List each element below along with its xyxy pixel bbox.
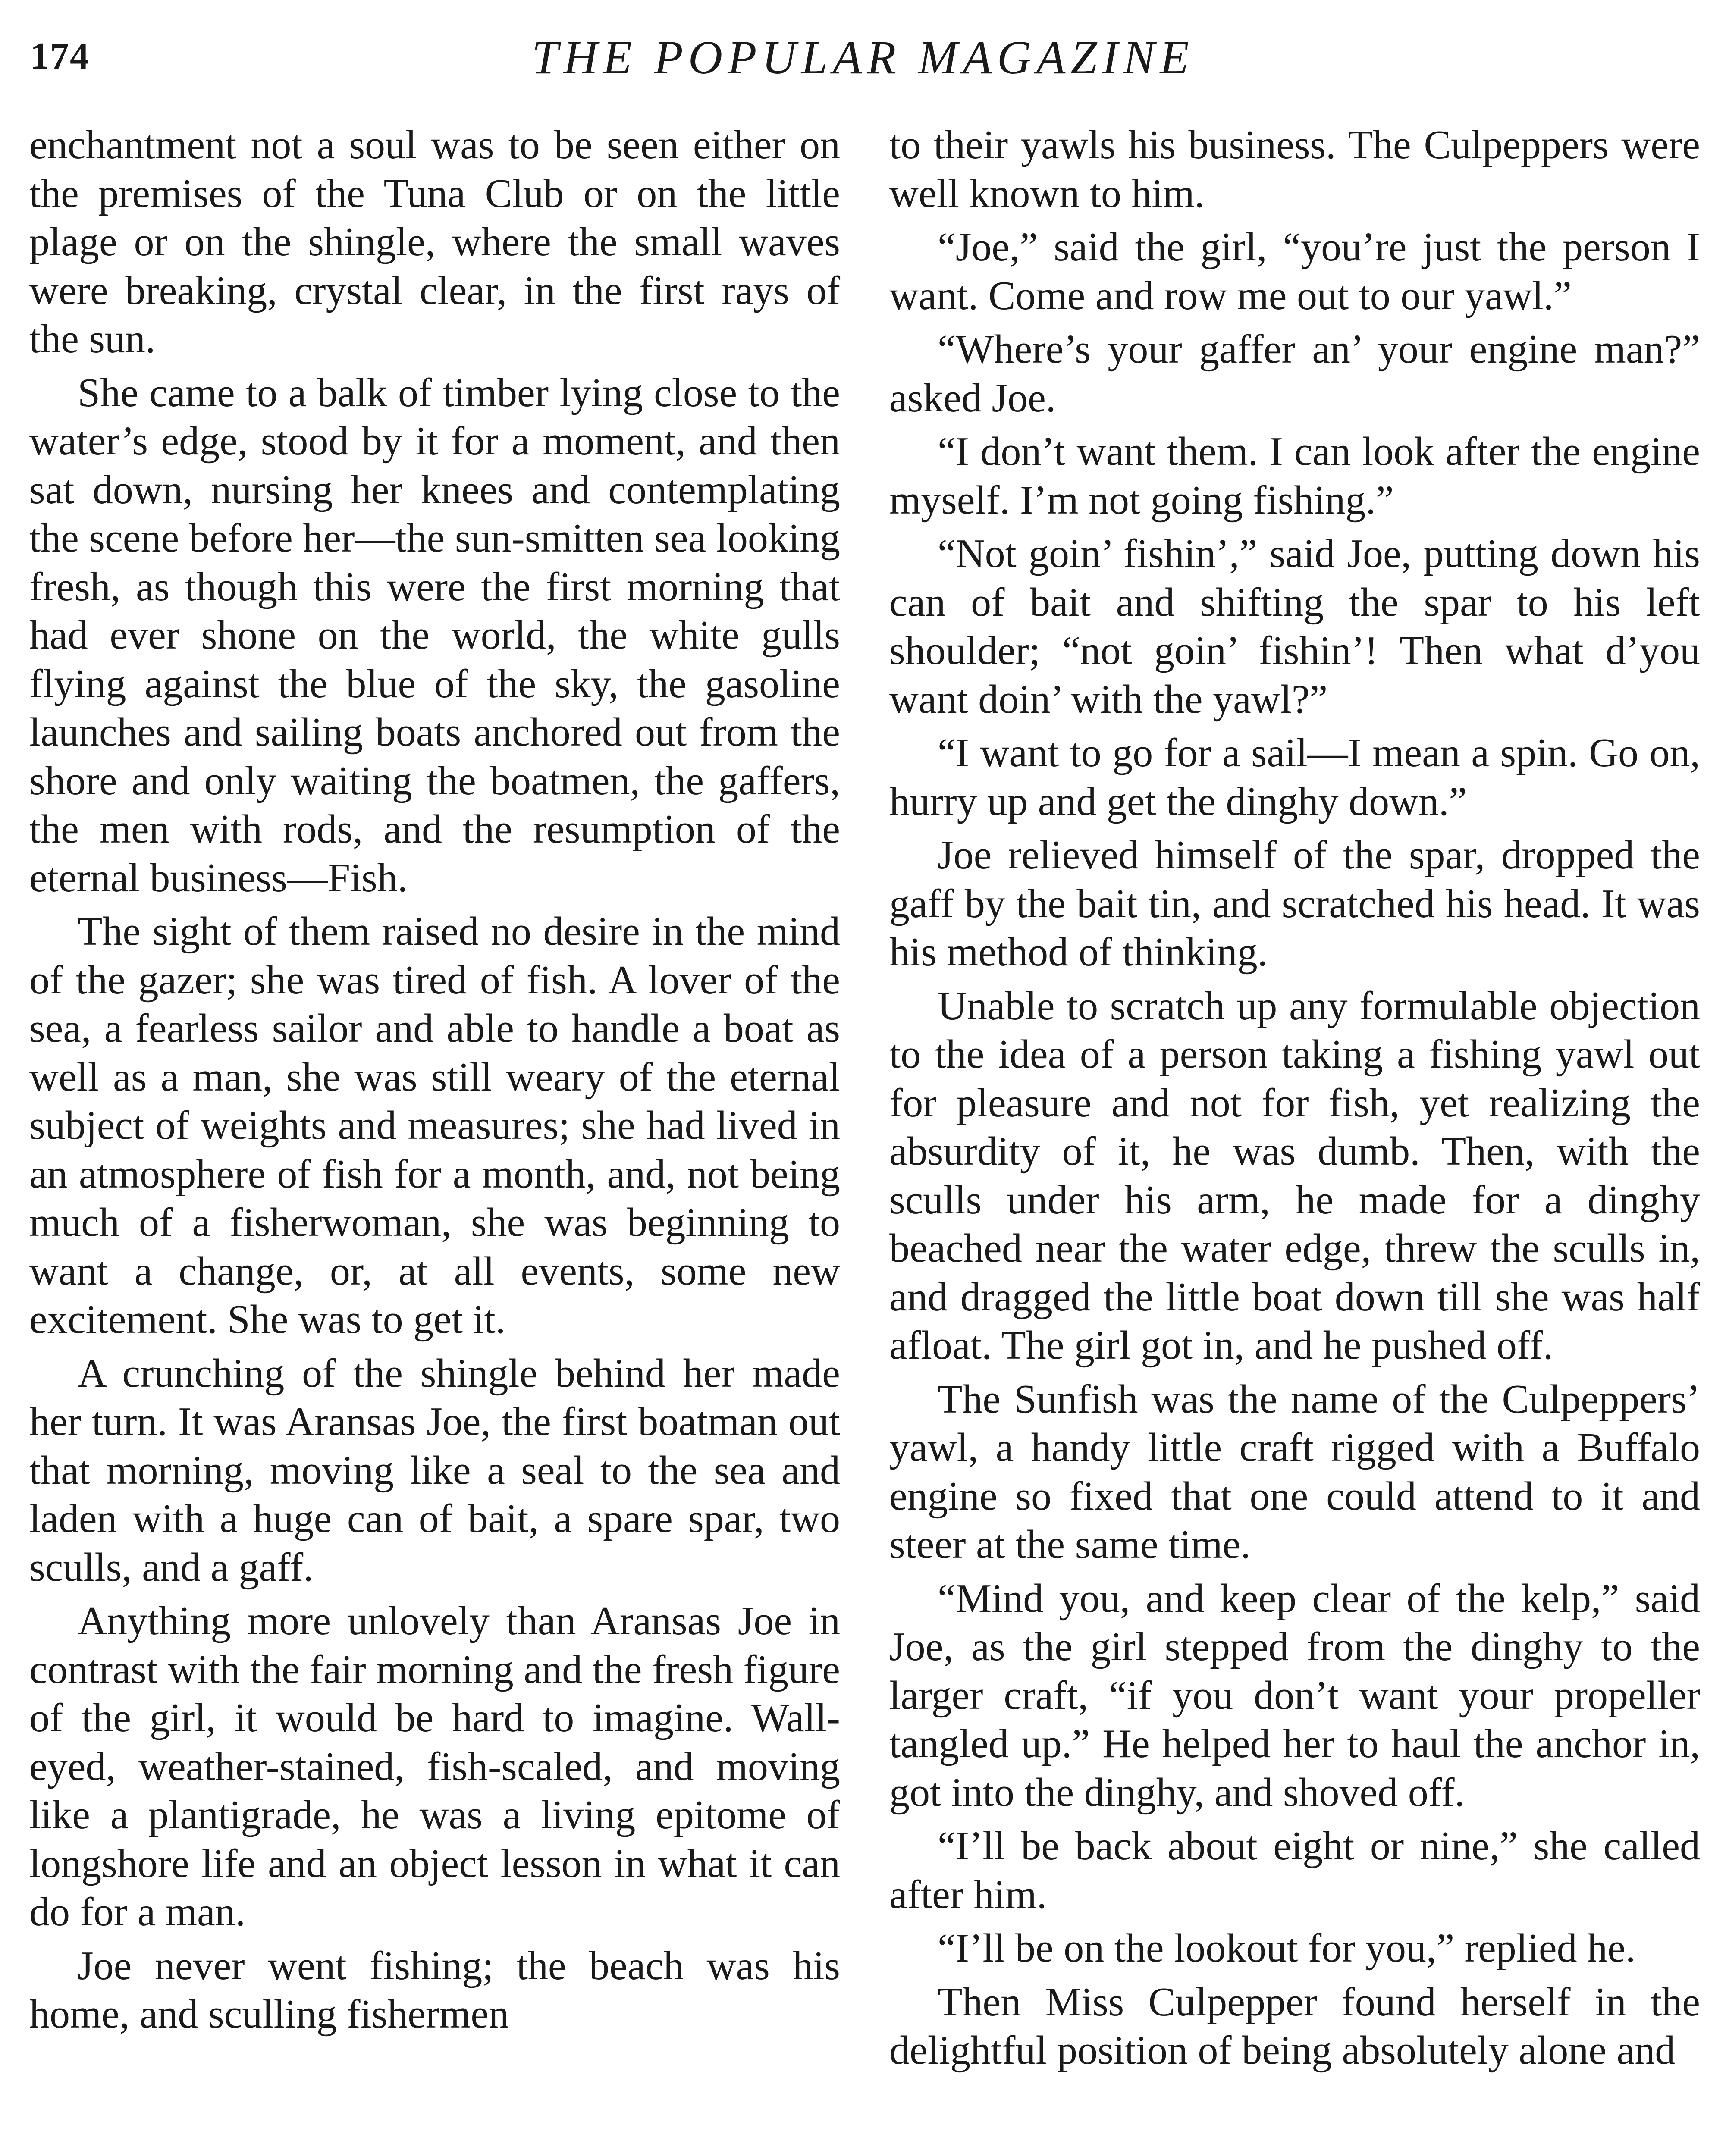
paragraph: She came to a balk of timber lying close to the water’s edge, stood by it for a moment, and then sat down, nursing her knees and contemplating the scene before her—the sun-smitten sea looking fresh, as though this were the first morning that had ever shone on the world, the white gulls flying against the blue of the sky, the gasoline launches and sailing boats anchored out from the shore and only waiting the boatmen, the gaffers, the men with rods, and the resumption of the eternal business—Fish. [29,370,840,900]
running-head: THE POPULAR MAGAZINE [532,31,1194,84]
paragraph: “Not goin’ fishin’,” said Joe, putting down his can of bait and shifting the spar to his left shoulder; “not goin’ fishin’! Then what d’you want doin’ with the yawl?” [889,531,1700,722]
page-header [30,30,1696,99]
paragraph: “I’ll be on the lookout for you,” replied he. [938,1926,1636,1971]
right-column [889,121,1700,2080]
paragraph: Joe relieved himself of the spar, dropped the gaff by the bait tin, and scratched his head. It was his method of thinking. [889,833,1700,975]
paragraph: A crunching of the shingle behind her made her turn. It was Aransas Joe, the first boatman out that morning, moving like a seal to the sea and laden with a huge can of bait, a spare spar, two sculls, and a gaff. [29,1351,840,1590]
paragraph: “Joe,” said the girl, “you’re just the person I want. Come and row me out to our yawl.” [889,225,1700,318]
page-number: 174 [30,35,90,77]
left-column [29,121,840,2044]
paragraph: The Sunfish was the name of the Culpeppers’ yawl, a handy little craft rigged with a Buffalo engine so fixed that one could attend to it and steer at the same time. [889,1376,1700,1567]
paragraph: to their yawls his business. The Culpeppers were well known to him. [889,122,1700,216]
paragraph: “Mind you, and keep clear of the kelp,” said Joe, as the girl stepped from the dinghy to the larger craft, “if you don’t want your propeller tangled up.” He helped her to haul the anchor in, got into the dinghy, and shoved off. [889,1576,1700,1815]
paragraph: enchantment not a soul was to be seen either on the premises of the Tuna Club or on the little plage or on the shingle, where the small waves were breaking, crystal clear, in the first rays of the sun. [29,122,840,361]
paragraph: Joe never went fishing; the beach was his home, and sculling fishermen [29,1943,840,2037]
paragraph: Then Miss Culpepper found herself in the delightful position of being absolutely alone and [889,1979,1700,2073]
paragraph: “I’ll be back about eight or nine,” she called after him. [889,1824,1700,1917]
paragraph: “I don’t want them. I can look after the engine myself. I’m not going fishing.” [889,429,1700,523]
paragraph: Anything more unlovely than Aransas Joe in contrast with the fair morning and the fresh figure of the girl, it would be hard to imagine. Wall-eyed, weather-stained, fish-scaled, and moving like a plantigrade, he was a living epitome of longshore life and an object lesson in what it can do for a man. [29,1598,840,1934]
paragraph: Unable to scratch up any formulable objection to the idea of a person taking a fishing yawl out for pleasure and not for fish, yet realizing the absurdity of it, he was dumb. Then, with the sculls under his arm, he made for a dinghy beached near the water edge, threw the sculls in, and dragged the little boat down till she was half afloat. The girl got in, and he pushed off. [889,983,1700,1368]
paragraph: The sight of them raised no desire in the mind of the gazer; she was tired of fish. A lover of the sea, a fearless sailor and able to handle a boat as well as a man, she was still weary of the eternal subject of weights and measures; she had lived in an atmosphere of fish for a month, and, not being much of a fisherwoman, she was beginning to want a change, or, at all events, some new excitement. She was to get it. [29,909,840,1342]
paragraph: “Where’s your gaffer an’ your engine man?” asked Joe. [889,327,1700,420]
paragraph: “I want to go for a sail—I mean a spin. Go on, hurry up and get the dinghy down.” [889,730,1700,824]
